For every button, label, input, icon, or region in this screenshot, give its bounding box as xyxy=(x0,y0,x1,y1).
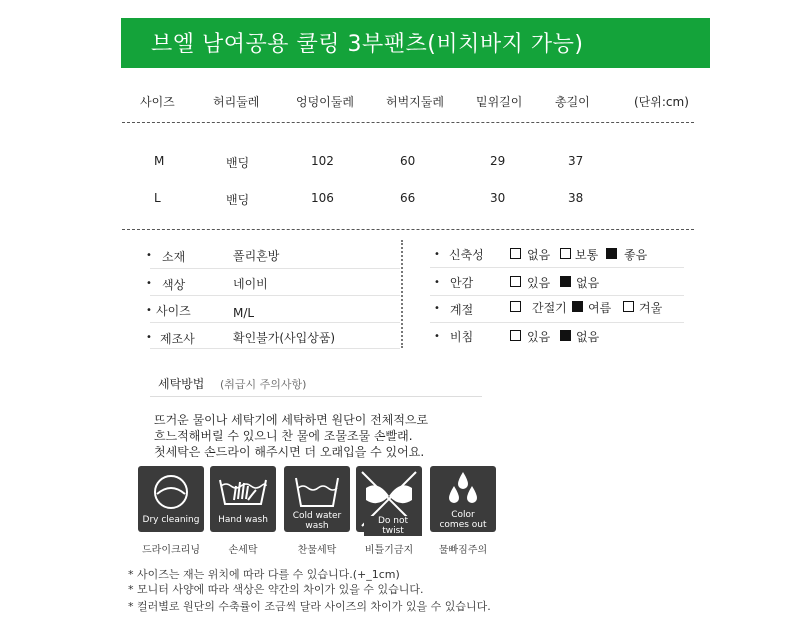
option-label: 겨울 xyxy=(639,301,663,315)
info-label: 신축성 xyxy=(449,248,484,262)
option-label: 있음 xyxy=(527,330,551,344)
info-value: M/L xyxy=(233,306,255,320)
info-label: 비침 xyxy=(450,330,474,344)
note-line: * 컬러별로 원단의 수축률이 조금씩 달라 사이즈의 차이가 있을 수 있습니다. xyxy=(128,600,491,613)
option-label: 없음 xyxy=(576,276,600,290)
header-hip: 엉덩이둘레 xyxy=(296,95,354,109)
info-label: 사이즈 xyxy=(156,304,191,318)
info-label: 색상 xyxy=(162,278,186,292)
care-label: comes out xyxy=(439,520,487,530)
care-label: Do not twist xyxy=(364,516,422,536)
do-not-twist-icon xyxy=(356,466,422,536)
cell-rise: 30 xyxy=(490,191,506,205)
note-line: * 사이즈는 재는 위치에 따라 다를 수 있습니다.(+_1cm) xyxy=(128,568,400,581)
checkbox-stretch-none xyxy=(510,248,521,259)
info-value: 확인불가(사입상품) xyxy=(233,331,336,345)
info-label: 소재 xyxy=(162,250,186,264)
cell-hip: 102 xyxy=(311,154,334,168)
header-size: 사이즈 xyxy=(140,95,175,109)
care-caption: 찬물세탁 xyxy=(297,545,337,556)
option-label: 여름 xyxy=(588,301,612,315)
row-divider xyxy=(150,268,400,269)
row-divider xyxy=(150,295,400,296)
header-length: 총길이 xyxy=(555,95,590,109)
table-divider-top xyxy=(122,122,694,123)
cell-hip: 106 xyxy=(311,191,334,205)
cell-rise: 29 xyxy=(490,154,506,168)
care-caption: 손세탁 xyxy=(228,545,258,556)
care-caption: 드라이크리닝 xyxy=(142,545,200,556)
row-divider xyxy=(430,267,684,268)
column-separator xyxy=(401,240,403,348)
cell-waist: 밴딩 xyxy=(226,193,250,207)
care-label: Hand wash xyxy=(218,515,268,525)
bullet: • xyxy=(146,305,152,316)
bullet: • xyxy=(434,331,440,342)
care-label: Cold water xyxy=(292,511,342,521)
washing-line: 첫세탁은 손드라이 해주시면 더 오래입을 수 있어요. xyxy=(154,445,425,459)
checkbox-season-between xyxy=(510,301,521,312)
washing-divider xyxy=(150,396,482,397)
option-label: 보통 xyxy=(575,248,599,262)
cell-length: 38 xyxy=(568,191,584,205)
note-line: * 모니터 사양에 따라 색상은 약간의 차이가 있을 수 있습니다. xyxy=(128,583,424,596)
washing-subtitle: (취급시 주의사항) xyxy=(220,378,307,391)
checkbox-lining-no xyxy=(560,276,571,287)
info-label: 계절 xyxy=(450,303,474,317)
row-divider xyxy=(150,322,400,323)
bullet: • xyxy=(434,303,440,314)
care-label: wash xyxy=(305,521,329,531)
bullet: • xyxy=(146,332,152,343)
info-value: 네이비 xyxy=(233,277,268,291)
row-divider xyxy=(150,348,400,349)
row-divider xyxy=(430,322,684,323)
checkbox-sheer-no xyxy=(560,330,571,341)
title-banner xyxy=(121,18,710,68)
bullet: • xyxy=(434,277,440,288)
checkbox-season-summer xyxy=(572,301,583,312)
cell-length: 37 xyxy=(568,154,584,168)
cell-waist: 밴딩 xyxy=(226,156,250,170)
care-label: Color xyxy=(451,510,475,520)
info-label: 안감 xyxy=(450,276,474,290)
size-row-l xyxy=(0,191,800,211)
checkbox-season-winter xyxy=(623,301,634,312)
dry-cleaning-icon xyxy=(138,466,204,532)
unit-label: (단위:cm) xyxy=(634,95,689,109)
care-caption: 물빠짐주의 xyxy=(438,545,488,556)
hand-wash-icon xyxy=(210,466,276,532)
header-rise: 밑위길이 xyxy=(476,95,523,109)
option-label: 없음 xyxy=(576,330,600,344)
cell-size: L xyxy=(154,191,161,205)
option-label: 있음 xyxy=(527,276,551,290)
info-value: 폴리혼방 xyxy=(233,249,280,263)
option-label: 없음 xyxy=(527,248,551,262)
checkbox-sheer-yes xyxy=(510,330,521,341)
size-table-header xyxy=(0,93,800,113)
washing-line: 흐느적해버릴 수 있으니 찬 물에 조물조물 손빨래. xyxy=(154,429,413,443)
cell-thigh: 66 xyxy=(400,191,416,205)
checkbox-stretch-normal xyxy=(560,248,571,259)
info-color xyxy=(140,275,400,297)
care-label: Dry cleaning xyxy=(142,515,200,525)
bullet: • xyxy=(146,278,152,289)
washing-title: 세탁방법 xyxy=(158,377,205,391)
table-divider-bottom xyxy=(122,229,694,230)
info-label: 제조사 xyxy=(160,332,195,346)
care-caption: 비틀기금지 xyxy=(364,545,414,556)
product-title: 브엘 남여공용 쿨링 3부팬츠(비치바지 가능) xyxy=(151,32,584,57)
washing-line: 뜨거운 물이나 세탁기에 세탁하면 원단이 전체적으로 xyxy=(154,413,429,427)
info-size xyxy=(140,302,400,324)
checkbox-stretch-good xyxy=(606,248,617,259)
size-row-m xyxy=(0,154,800,174)
option-label: 간절기 xyxy=(532,301,567,315)
checkbox-lining-yes xyxy=(510,276,521,287)
bullet: • xyxy=(146,250,152,261)
row-divider xyxy=(430,295,684,296)
cell-thigh: 60 xyxy=(400,154,416,168)
color-comes-out-icon xyxy=(430,466,496,532)
bullet: • xyxy=(434,249,440,260)
option-label: 좋음 xyxy=(624,248,648,262)
cold-water-wash-icon xyxy=(284,466,350,532)
header-thigh: 허벅지둘레 xyxy=(386,95,444,109)
cell-size: M xyxy=(154,154,165,168)
header-waist: 허리둘레 xyxy=(213,95,260,109)
info-material xyxy=(140,247,400,269)
